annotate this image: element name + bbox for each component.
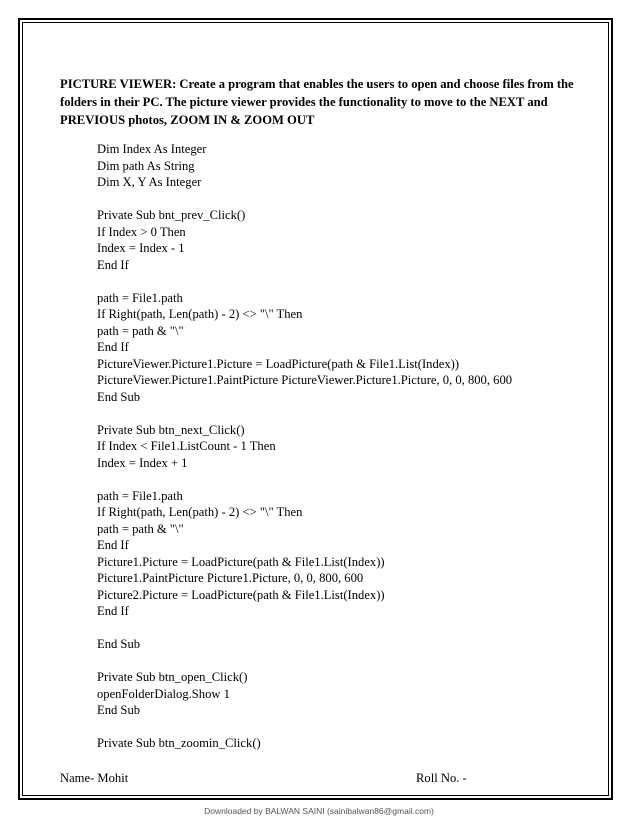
code-line: Picture1.Picture = LoadPicture(path & File1.List(Index)): [97, 554, 385, 569]
code-line: Index = Index - 1: [97, 241, 185, 255]
code-line: End Sub: [97, 389, 141, 404]
code-line: [97, 471, 512, 488]
code-line: path = File1.path: [97, 488, 183, 503]
code-line: [97, 191, 512, 208]
code-line: Private Sub btn_zoomin_Click(): [97, 736, 261, 750]
code-line: Index = Index + 1: [97, 455, 188, 470]
download-attribution: Downloaded by BALWAN SAINI (sainibalwan86@gmail.com): [204, 806, 434, 816]
assignment-heading: PICTURE VIEWER: Create a program that enables the users to open and choose files from the folders in their PC. The picture viewer provides the functionality to move to the NEXT and PREVIOUS photos, ZOOM IN & ZOOM OUT: [60, 77, 574, 127]
code-line: [97, 653, 512, 670]
code-line: openFolderDialog.Show 1: [97, 686, 230, 701]
code-line: End Sub: [97, 703, 141, 717]
code-line: If Right(path, Len(path) - 2) <> "\" Then: [97, 505, 303, 519]
code-line: [97, 405, 512, 422]
code-line: End If: [97, 340, 129, 354]
code-line: PictureViewer.Picture1.PaintPicture PictureViewer.Picture1.Picture, 0, 0, 800, 600: [97, 373, 513, 387]
code-line: [97, 273, 512, 290]
code-line: End If: [97, 538, 129, 552]
code-line: End Sub: [97, 637, 141, 651]
code-line: Private Sub btn_open_Click(): [97, 670, 248, 684]
code-line: Picture2.Picture = LoadPicture(path & File1.List(Index)): [97, 587, 385, 602]
roll-number: Roll No. -: [416, 771, 467, 785]
code-block: [97, 141, 512, 752]
code-line: End If: [97, 604, 129, 618]
code-line: [97, 620, 512, 637]
code-line: Picture1.PaintPicture Picture1.Picture, 0, 0, 800, 600: [97, 571, 364, 585]
code-line: Dim path As String: [97, 158, 195, 173]
code-line: [97, 719, 512, 736]
code-line: End If: [97, 257, 129, 272]
code-line: Dim Index As Integer: [97, 142, 207, 156]
code-line: PictureViewer.Picture1.Picture = LoadPicture(path & File1.List(Index)): [97, 356, 460, 371]
code-line: If Right(path, Len(path) - 2) <> "\" Then: [97, 307, 303, 321]
code-line: If Index < File1.ListCount - 1 Then: [97, 439, 276, 453]
code-line: path = File1.path: [97, 290, 183, 305]
code-line: Private Sub bnt_prev_Click(): [97, 208, 246, 222]
code-line: path = path & "\": [97, 323, 184, 338]
code-line: Private Sub btn_next_Click(): [97, 422, 245, 437]
code-line: If Index > 0 Then: [97, 224, 186, 239]
code-line: path = path & "\": [97, 521, 184, 536]
code-line: Dim X, Y As Integer: [97, 175, 202, 189]
student-name: Name- Mohit: [60, 771, 129, 785]
